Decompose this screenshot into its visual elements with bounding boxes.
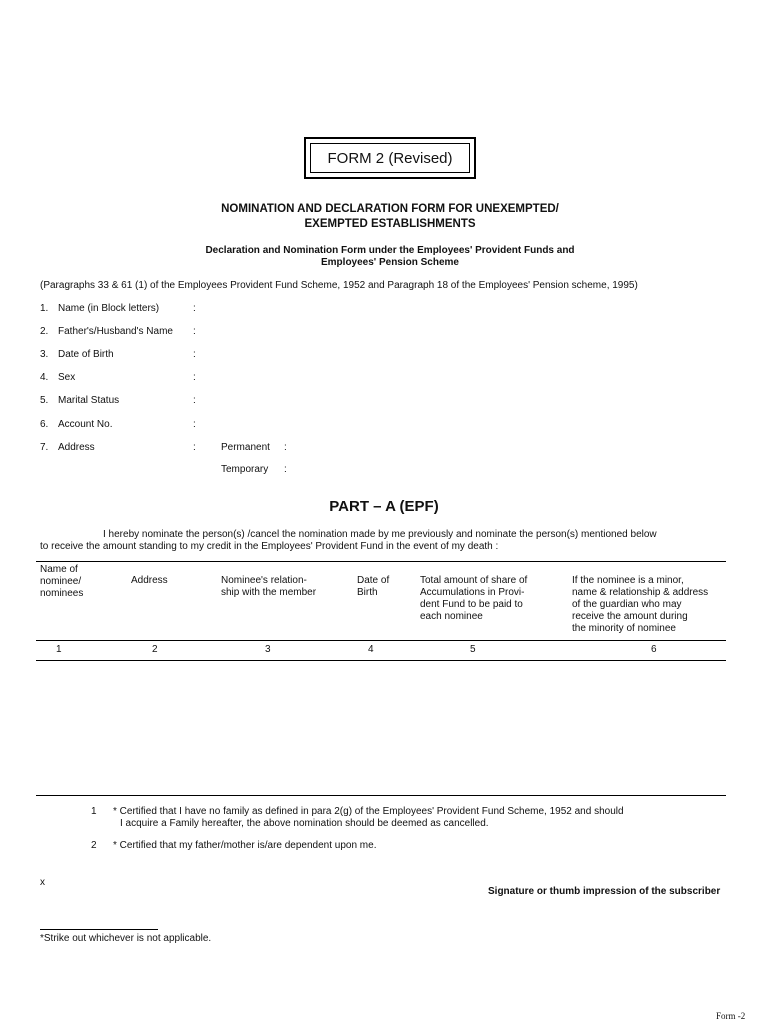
field-label-marital-status: Marital Status (58, 395, 120, 406)
column-number: 1 (56, 644, 62, 655)
column-number: 5 (470, 644, 476, 655)
table-header-relationship: Nominee's relation- ship with the member (221, 575, 317, 598)
field-num: 7. (40, 442, 49, 453)
form-title-box (304, 137, 476, 179)
table-header-name: Name of nominee/ nominees (40, 564, 84, 599)
nomination-line-1: I hereby nominate the person(s) /cancel the nomination made by me previously and nominate the person(s) mentioned below (103, 529, 657, 540)
certification-1-line-2: I acquire a Family hereafter, the above nomination should be deemed as cancelled. (120, 818, 489, 829)
form-heading-line-2: EXEMPTED ESTABLISHMENTS (304, 218, 476, 230)
footnote: *Strike out whichever is not applicable. (40, 933, 212, 944)
column-number: 2 (152, 644, 158, 655)
field-label-father-husband-name: Father's/Husband's Name (58, 326, 173, 337)
footnote-rule (40, 929, 158, 930)
field-num: 6. (40, 419, 49, 430)
certification-number: 1 (91, 806, 97, 817)
signature-label: Signature or thumb impression of the subscriber (488, 886, 721, 897)
x-mark: x (40, 877, 45, 888)
field-colon: : (193, 395, 196, 406)
field-colon: : (193, 349, 196, 360)
table-numbers-rule (36, 660, 726, 661)
nomination-line-2: to receive the amount standing to my credit in the Employees' Provident Fund in the event of my death : (40, 541, 499, 552)
table-header-guardian: If the nominee is a minor, name & relationship & address of the guardian who may receive the amount during the minority of nominee (572, 575, 709, 634)
table-header-share-amount: Total amount of share of Accumulations in Provi- dent Fund to be paid to each nominee (420, 575, 528, 622)
table-bottom-rule (36, 795, 726, 796)
address-temporary-label: Temporary (221, 464, 269, 475)
field-colon: : (193, 372, 196, 383)
form-heading-line-1: NOMINATION AND DECLARATION FORM FOR UNEXEMPTED/ (221, 203, 559, 215)
table-header-address: Address (131, 575, 168, 586)
certification-2-line-1: * Certified that my father/mother is/are dependent upon me. (113, 840, 377, 851)
field-label-date-of-birth: Date of Birth (58, 349, 114, 360)
paragraph-reference: (Paragraphs 33 & 61 (1) of the Employees Provident Fund Scheme, 1952 and Paragraph 18 of the Employees' Pension scheme, 1995) (40, 280, 638, 291)
table-top-rule (36, 561, 726, 562)
field-colon: : (284, 464, 287, 475)
field-colon: : (284, 442, 287, 453)
certification-number: 2 (91, 840, 97, 851)
part-a-title: PART – A (EPF) (329, 498, 439, 515)
form-subheading-line-2: Employees' Pension Scheme (321, 257, 459, 268)
field-num: 1. (40, 303, 49, 314)
field-label-name: Name (in Block letters) (58, 303, 160, 314)
field-num: 5. (40, 395, 49, 406)
field-colon: : (193, 303, 196, 314)
field-colon: : (193, 442, 196, 453)
certification-1-line-1: * Certified that I have no family as defined in para 2(g) of the Employees' Provident Fund Scheme, 1952 and should (113, 806, 624, 817)
field-label-sex: Sex (58, 372, 76, 383)
field-colon: : (193, 326, 196, 337)
field-num: 2. (40, 326, 49, 337)
column-number: 3 (265, 644, 271, 655)
field-num: 4. (40, 372, 49, 383)
page-label: Form -2 (716, 1011, 746, 1021)
form-subheading (150, 245, 630, 269)
table-header-date-of-birth: Date of Birth (357, 575, 390, 598)
field-colon: : (193, 419, 196, 430)
form-heading (130, 202, 650, 232)
column-number: 6 (651, 644, 657, 655)
field-num: 3. (40, 349, 49, 360)
form-title: FORM 2 (Revised) (310, 143, 470, 173)
field-label-account-no: Account No. (58, 419, 113, 430)
form-subheading-line-1: Declaration and Nomination Form under the Employees' Provident Funds and (205, 245, 575, 256)
table-header-rule (36, 640, 726, 641)
field-label-address: Address (58, 442, 95, 453)
address-permanent-label: Permanent (221, 442, 270, 453)
column-number: 4 (368, 644, 374, 655)
